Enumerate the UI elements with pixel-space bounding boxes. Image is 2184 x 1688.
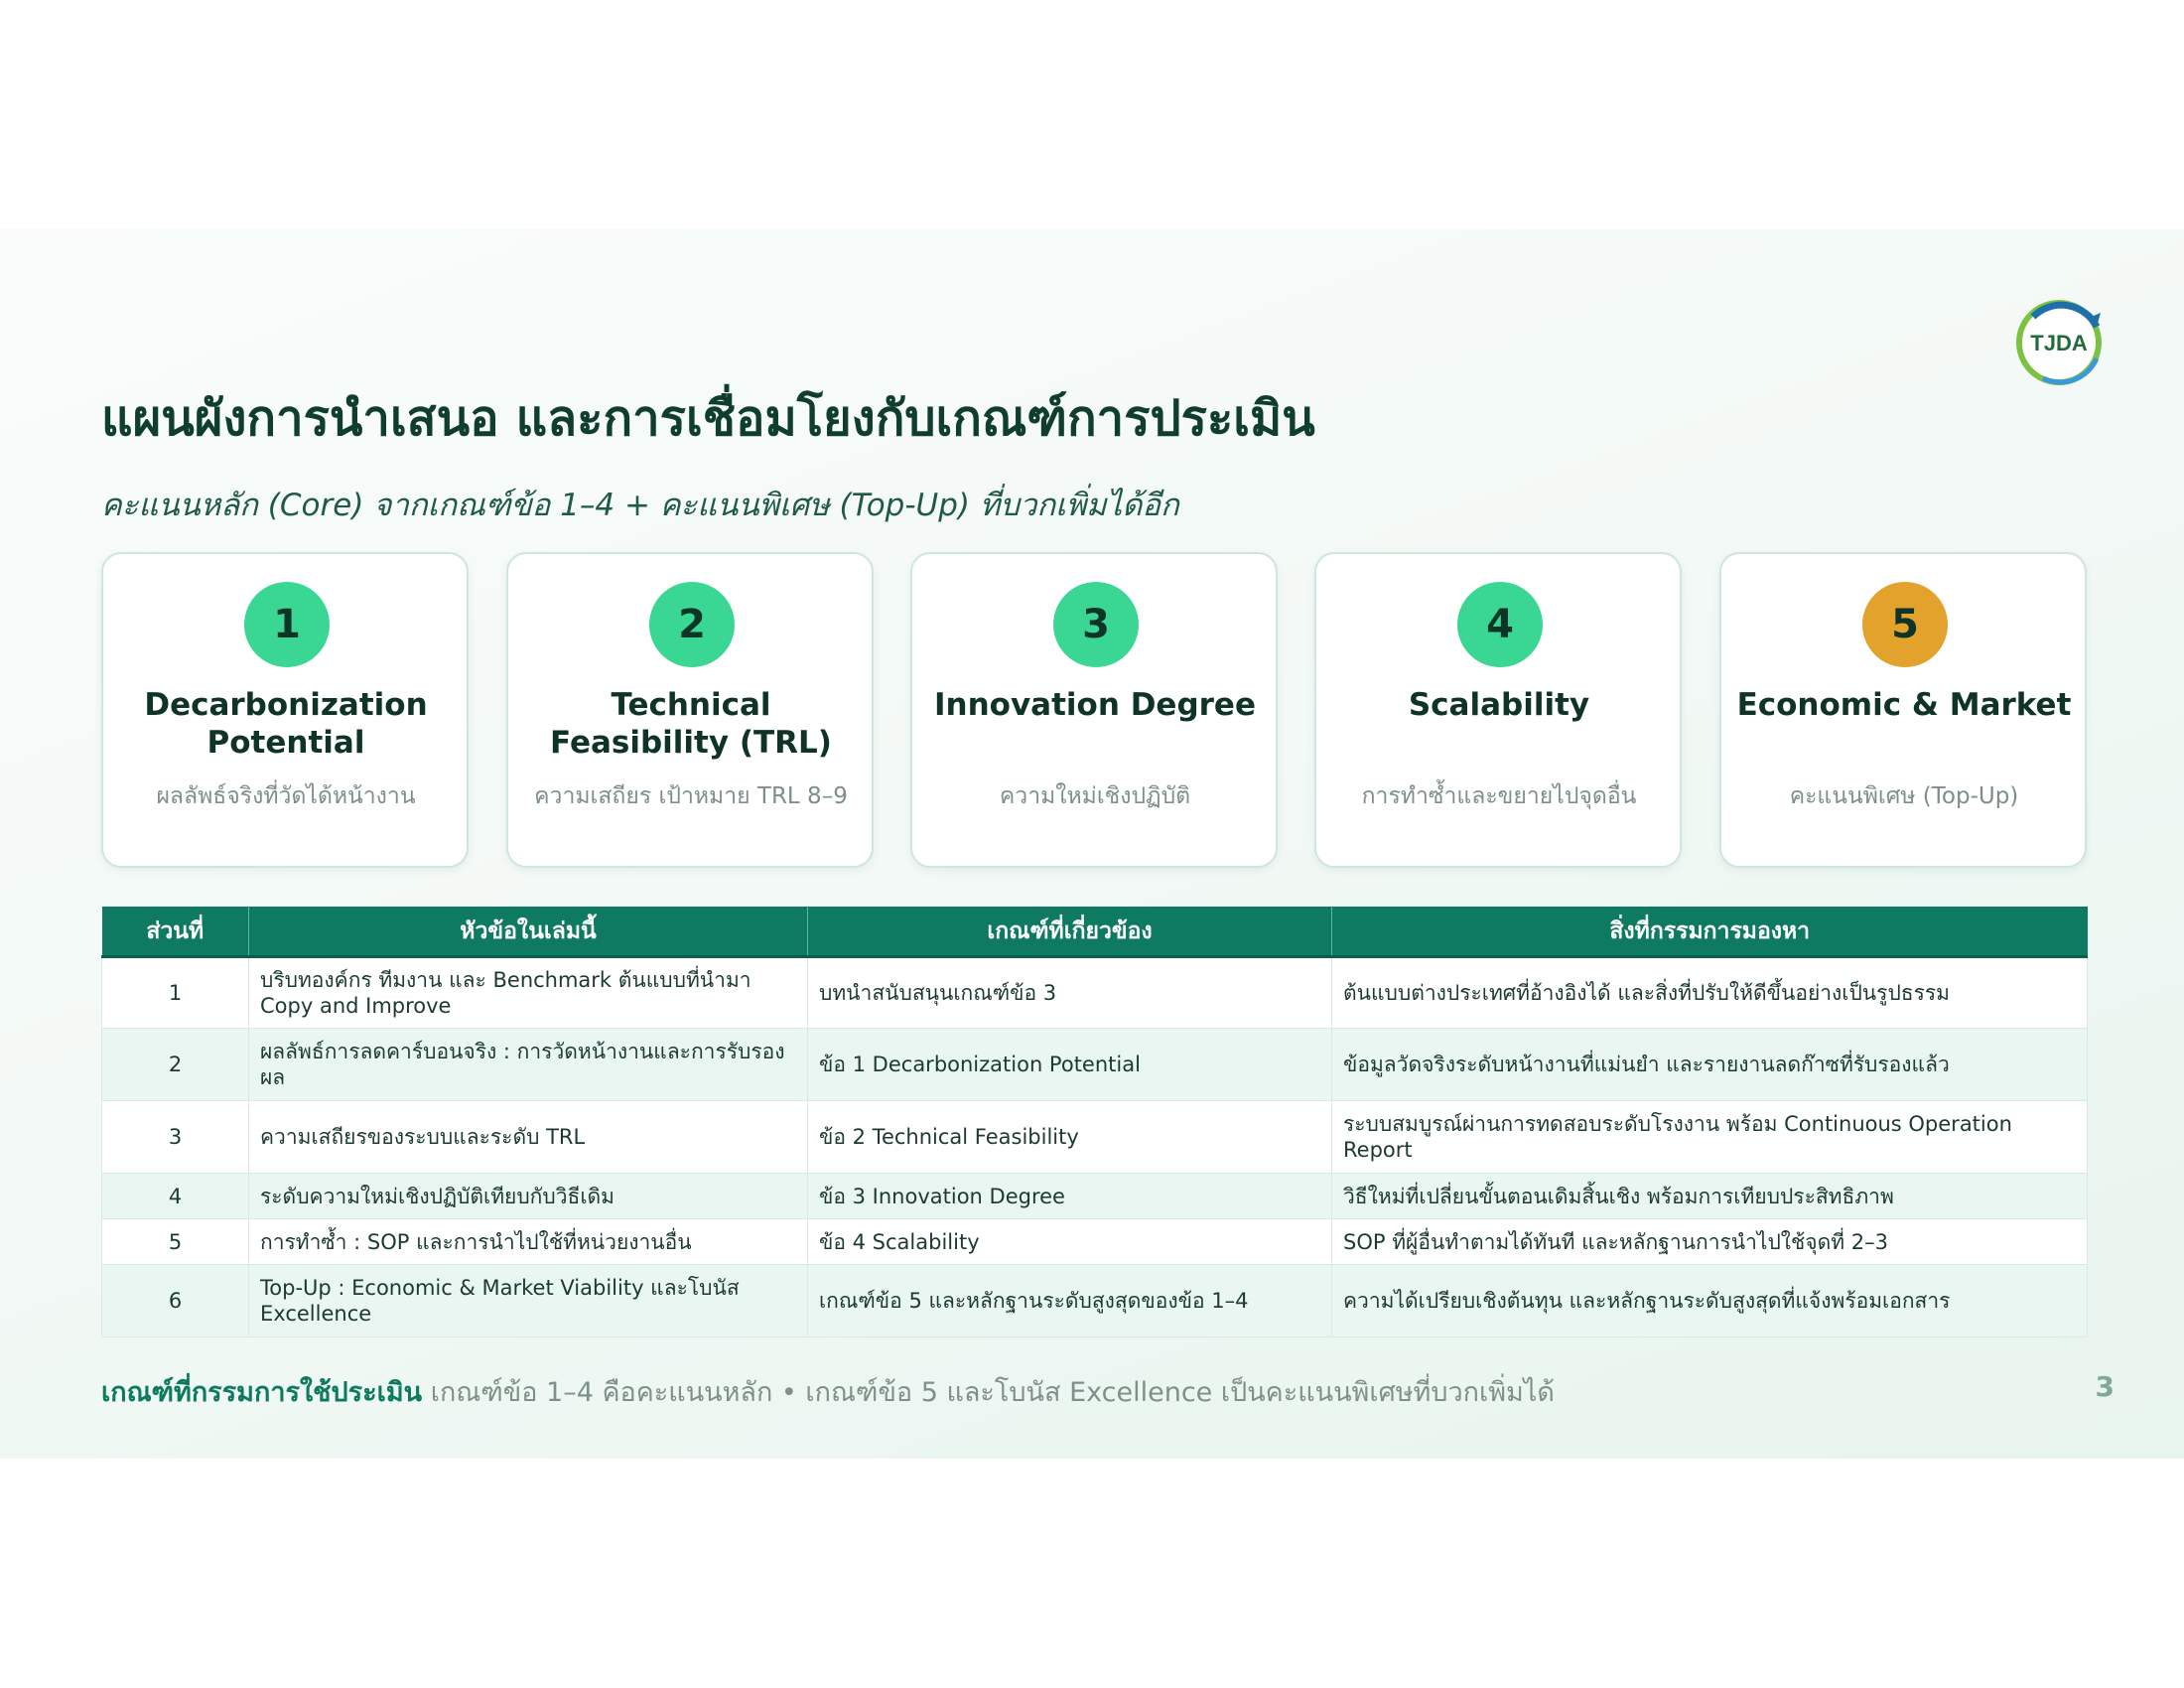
table-cell: 5 (102, 1219, 249, 1265)
table-cell: เกณฑ์ข้อ 5 และหลักฐานระดับสูงสุดของข้อ 1–4 (808, 1265, 1332, 1337)
table-cell: การทำซ้ำ : SOP และการนำไปใช้ที่หน่วยงานอื่น (249, 1219, 808, 1265)
page-number: 3 (2095, 1370, 2115, 1403)
table-cell: SOP ที่ผู้อื่นทำตามได้ทันที และหลักฐานการนำไปใช้จุดที่ 2–3 (1332, 1219, 2088, 1265)
criterion-card-1 (101, 552, 469, 868)
slide (0, 229, 2184, 1459)
criterion-card-5 (1719, 552, 2087, 868)
criterion-number: 4 (1457, 582, 1543, 667)
criterion-card-4 (1314, 552, 1682, 868)
criteria-mapping-table (101, 907, 2088, 1337)
table-header-row (102, 907, 2088, 957)
footer-text: เกณฑ์ข้อ 1–4 คือคะแนนหลัก • เกณฑ์ข้อ 5 และโบนัส Excellence เป็นคะแนนพิเศษที่บวกเพิ่มได้ (430, 1377, 1555, 1408)
table-row (102, 957, 2088, 1029)
table-cell: วิธีใหม่ที่เปลี่ยนขั้นตอนเดิมสิ้นเชิง พร้อมการเทียบประสิทธิภาพ (1332, 1174, 2088, 1219)
table-cell: ความเสถียรของระบบและระดับ TRL (249, 1101, 808, 1174)
criterion-desc: คะแนนพิเศษ (Top-Up) (1789, 783, 2019, 809)
page-subtitle: คะแนนหลัก (Core) จากเกณฑ์ข้อ 1–4 + คะแนนพิเศษ (Top-Up) ที่บวกเพิ่มได้อีก (101, 488, 1179, 523)
table-cell: บทนำสนับสนุนเกณฑ์ข้อ 3 (808, 957, 1332, 1029)
logo-text: TJDA (2030, 331, 2088, 355)
table-row (102, 1174, 2088, 1219)
table-row (102, 1265, 2088, 1337)
criterion-name: Innovation Degree (934, 687, 1256, 723)
criterion-desc: ผลลัพธ์จริงที่วัดได้หน้างาน (156, 783, 416, 809)
criterion-desc: การทำซ้ำและขยายไปจุดอื่น (1361, 783, 1637, 809)
criterion-name: Economic & Market (1736, 687, 2072, 723)
tjda-logo (2013, 293, 2109, 388)
table-cell: ข้อ 2 Technical Feasibility (808, 1101, 1332, 1174)
footer-note (101, 1370, 2037, 1413)
criterion-number: 3 (1053, 582, 1139, 667)
table-cell: ความได้เปรียบเชิงต้นทุน และหลักฐานระดับสูงสุดที่แจ้งพร้อมเอกสาร (1332, 1265, 2088, 1337)
criterion-number: 2 (649, 582, 735, 667)
table-cell: ระบบสมบูรณ์ผ่านการทดสอบระดับโรงงาน พร้อม Continuous Operation Report (1332, 1101, 2088, 1174)
criterion-desc: ความใหม่เชิงปฏิบัติ (999, 783, 1191, 809)
table-cell: ข้อ 3 Innovation Degree (808, 1174, 1332, 1219)
criterion-card-2 (506, 552, 874, 868)
criterion-card-3 (910, 552, 1278, 868)
table-cell: ข้อ 4 Scalability (808, 1219, 1332, 1265)
table-cell: 3 (102, 1101, 249, 1174)
table-row (102, 1101, 2088, 1174)
criterion-name: Decarbonization Potential (144, 687, 428, 761)
table-cell: ข้อมูลวัดจริงระดับหน้างานที่แม่นยำ และรายงานลดก๊าซที่รับรองแล้ว (1332, 1029, 2088, 1101)
criterion-number: 1 (244, 582, 330, 667)
table-cell: 2 (102, 1029, 249, 1101)
criterion-name: Technical Feasibility (TRL) (550, 687, 832, 761)
column-header: ส่วนที่ (102, 907, 249, 957)
table-cell: 4 (102, 1174, 249, 1219)
column-header: เกณฑ์ที่เกี่ยวข้อง (808, 907, 1332, 957)
table-cell: ต้นแบบต่างประเทศที่อ้างอิงได้ และสิ่งที่ปรับให้ดีขึ้นอย่างเป็นรูปธรรม (1332, 957, 2088, 1029)
criterion-number: 5 (1862, 582, 1948, 667)
page-title: แผนผังการนำเสนอ และการเชื่อมโยงกับเกณฑ์การประเมิน (101, 390, 1315, 447)
table-cell: 1 (102, 957, 249, 1029)
table-cell: Top-Up : Economic & Market Viability และโบนัส Excellence (249, 1265, 808, 1337)
table-cell: ระดับความใหม่เชิงปฏิบัติเทียบกับวิธีเดิม (249, 1174, 808, 1219)
criterion-desc: ความเสถียร เป้าหมาย TRL 8–9 (534, 783, 848, 809)
table-cell: ข้อ 1 Decarbonization Potential (808, 1029, 1332, 1101)
footer-label: เกณฑ์ที่กรรมการใช้ประเมิน (101, 1377, 423, 1408)
criteria-cards (101, 552, 2087, 868)
table-cell: บริบทองค์กร ทีมงาน และ Benchmark ต้นแบบที่นำมา Copy and Improve (249, 957, 808, 1029)
table-cell: 6 (102, 1265, 249, 1337)
column-header: สิ่งที่กรรมการมองหา (1332, 907, 2088, 957)
criterion-name: Scalability (1408, 687, 1590, 723)
table-cell: ผลลัพธ์การลดคาร์บอนจริง : การวัดหน้างานและการรับรองผล (249, 1029, 808, 1101)
table-row (102, 1219, 2088, 1265)
table-row (102, 1029, 2088, 1101)
column-header: หัวข้อในเล่มนี้ (249, 907, 808, 957)
